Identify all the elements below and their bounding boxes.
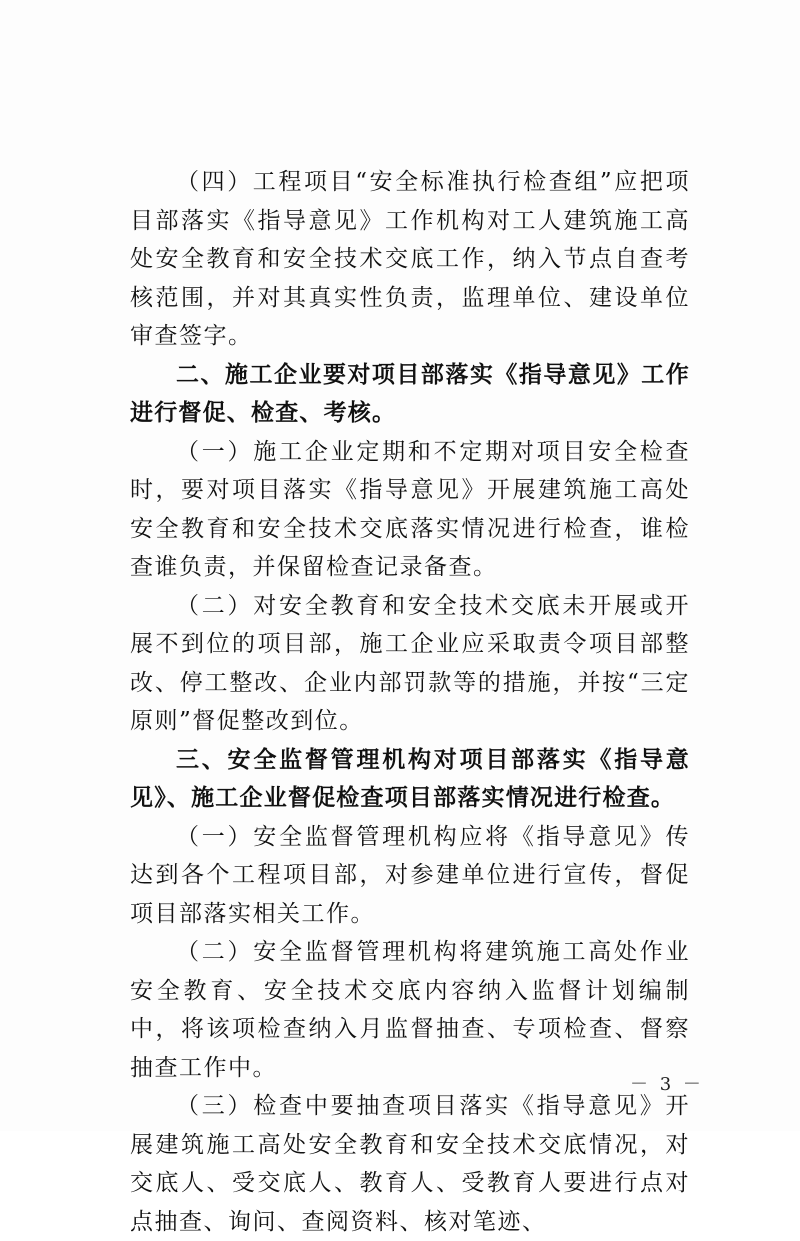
section-3-item-2: （二）安全监督管理机构将建筑施工高处作业安全教育、安全技术交底内容纳入监督计划编制中，将该项检查纳入月监督抽查、专项检查、督察抽查工作中。: [130, 939, 690, 1081]
section-2-item-2: （二）对安全教育和安全技术交底未开展或开展不到位的项目部，施工企业应采取责令项目部整改、停工整改、企业内部罚款等的措施，并按“三定原则”督促整改到位。: [130, 592, 690, 734]
section-2-item-1: （一）施工企业定期和不定期对项目安全检查时，要对项目落实《指导意见》开展建筑施工高处安全教育和安全技术交底落实情况进行检查，谁检查谁负责，并保留检查记录备查。: [130, 438, 690, 580]
document-body: [130, 163, 690, 1241]
page-number: － 3 －: [630, 1074, 704, 1095]
section-2-heading: 二、施工企业要对项目部落实《指导意见》工作进行督促、检查、考核。: [130, 361, 690, 426]
section-3-heading: 三、安全监督管理机构对项目部落实《指导意见》、施工企业督促检查项目部落实情况进行检查。: [130, 746, 690, 811]
paragraph-item-4: （四）工程项目“安全标准执行检查组”应把项目部落实《指导意见》工作机构对工人建筑施工高处安全教育和安全技术交底工作，纳入节点自查考核范围，并对其真实性负责，监理单位、建设单位审查签字。: [130, 169, 690, 349]
section-3-item-1: （一）安全监督管理机构应将《指导意见》传达到各个工程项目部，对参建单位进行宣传，督促项目部落实相关工作。: [130, 823, 690, 927]
section-3-item-3: （三）检查中要抽查项目落实《指导意见》开展建筑施工高处安全教育和安全技术交底情况，对交底人、受交底人、教育人、受教育人要进行点对点抽查、询问、查阅资料、核对笔迹、: [130, 1093, 690, 1235]
